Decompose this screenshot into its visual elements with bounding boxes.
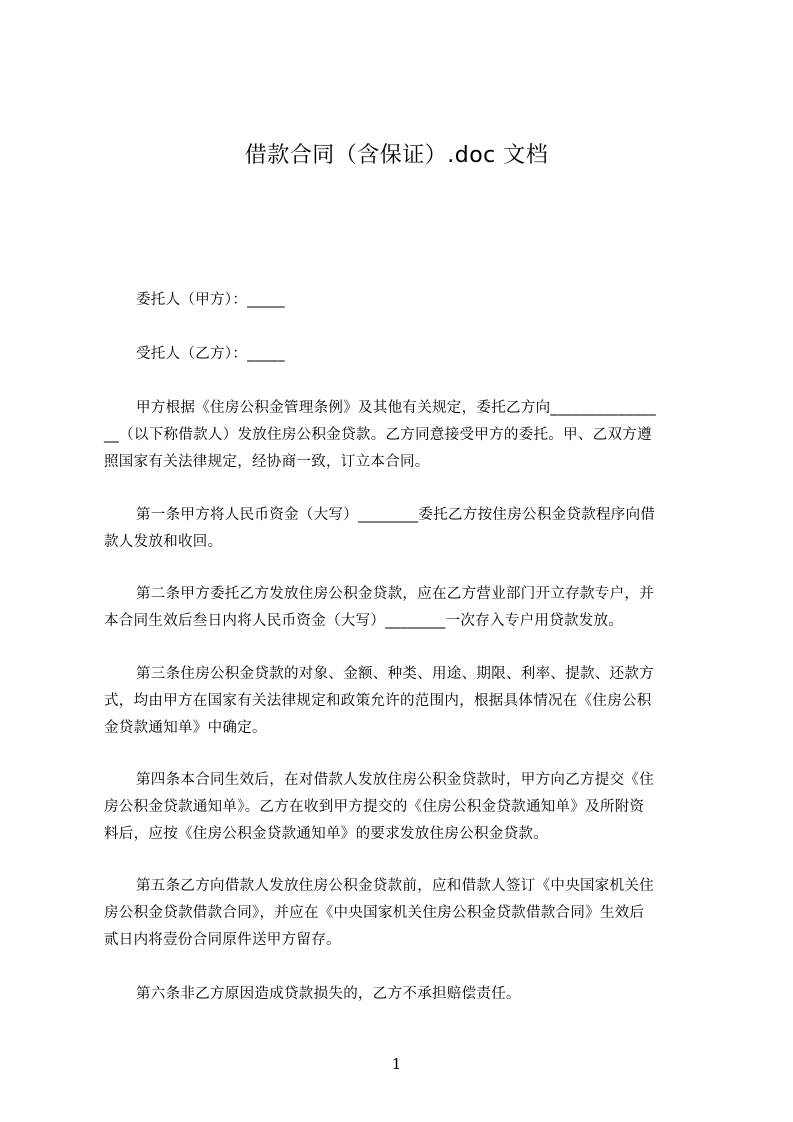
article-2-line-2: 本合同生效后叁日内将人民币资金（大写）________一次存入专户用贷款发放。 [104, 613, 624, 629]
article-3-line-1: 第三条住房公积金贷款的对象、金额、种类、用途、期限、利率、提款、还款方 [136, 666, 654, 682]
article-2-line-1: 第二条甲方委托乙方发放住房公积金贷款，应在乙方营业部门开立存款专户，并 [136, 586, 654, 602]
article-6-line-1: 第六条非乙方原因造成贷款损失的，乙方不承担赔偿责任。 [136, 986, 521, 1002]
document-title: 借款合同（含保证）.doc 文档 [244, 143, 549, 168]
article-1-line-1: 第一条甲方将人民币资金（大写）________委托乙方按住房公积金贷款程序向借 [136, 507, 656, 523]
preamble-line-1: 甲方根据《住房公积金管理条例》及其他有关规定，委托乙方向______________ [136, 400, 657, 416]
article-3-line-2: 式，均由甲方在国家有关法律规定和政策允许的范围内，根据具体情况在《住房公积 [104, 693, 652, 709]
article-5-line-1: 第五条乙方向借款人发放住房公积金贷款前，应和借款人签订《中央国家机关住 [136, 878, 654, 894]
article-4-line-2: 房公积金贷款通知单》。乙方在收到甲方提交的《住房公积金贷款通知单》及所附资 [104, 799, 645, 815]
article-5-line-3: 贰日内将壹份合同原件送甲方留存。 [104, 932, 341, 948]
party-b-line: 受托人（乙方）：_____ [136, 346, 285, 362]
preamble-line-3: 照国家有关法律规定，经协商一致，订立本合同。 [104, 454, 430, 470]
page-number: 1 [391, 1055, 402, 1073]
article-5-line-2: 房公积金贷款借款合同》，并应在《中央国家机关住房公积金贷款借款合同》生效后 [104, 905, 645, 921]
preamble-line-2: __（以下称借款人）发放住房公积金贷款。乙方同意接受甲方的委托。甲、乙双方遵 [104, 427, 652, 443]
party-a-line: 委托人（甲方）：_____ [136, 292, 285, 308]
article-1-line-2: 款人发放和收回。 [104, 534, 223, 550]
article-3-line-3: 金贷款通知单》中确定。 [104, 720, 267, 736]
article-4-line-1: 第四条本合同生效后，在对借款人发放住房公积金贷款时，甲方向乙方提交《住 [136, 772, 654, 788]
article-4-line-3: 料后，应按《住房公积金贷款通知单》的要求发放住房公积金贷款。 [104, 826, 548, 842]
